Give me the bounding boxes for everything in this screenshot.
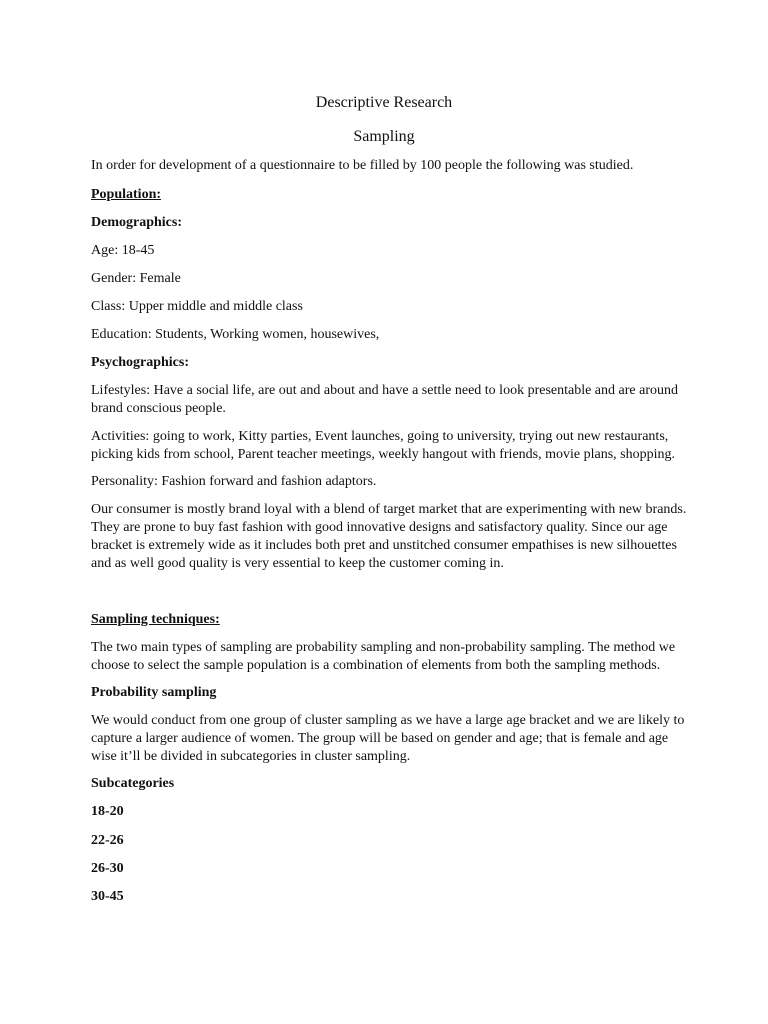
sampling-techniques-heading: Sampling techniques: (91, 612, 220, 627)
probability-paragraph (91, 712, 691, 766)
lifestyles-paragraph (91, 382, 691, 418)
age-text: Age: 18-45 (91, 243, 155, 258)
intro-text: In order for development of a questionnaire to be filled by 100 people the following was studied. (91, 158, 634, 173)
lifestyles-line: Lifestyles: Have a social life, are out and about and have a settle need to look presentable and are around (91, 383, 678, 398)
subcategory-item: 30-45 (91, 889, 124, 904)
consumer-line: and as well good quality is very essential to keep the customer coming in. (91, 556, 504, 571)
subcategory-item: 18-20 (91, 804, 124, 819)
class-text: Class: Upper middle and middle class (91, 299, 303, 314)
psychographics-heading: Psychographics: (91, 355, 189, 370)
document-title: Descriptive Research (315, 94, 453, 111)
probability-line: wise it’ll be divided in subcategories in cluster sampling. (91, 749, 411, 764)
personality-text: Personality: Fashion forward and fashion adaptors. (91, 474, 377, 489)
activities-line: Activities: going to work, Kitty parties, Event launches, going to university, trying out new restaurants, (91, 429, 669, 444)
population-heading: Population: (91, 187, 162, 202)
subcategory-item: 26-30 (91, 861, 124, 876)
subcategory-item: 22-26 (91, 833, 124, 848)
consumer-paragraph (91, 501, 691, 573)
probability-heading: Probability sampling (91, 685, 217, 700)
document-subtitle: Sampling (353, 128, 415, 145)
gender-text: Gender: Female (91, 271, 181, 286)
probability-line: capture a larger audience of women. The group will be based on gender and age; that is female and age (91, 731, 669, 746)
sampling-paragraph (91, 639, 691, 675)
consumer-line: They are prone to buy fast fashion with good innovative designs and satisfactory quality. Since our age (91, 520, 668, 535)
lifestyles-line: brand conscious people. (91, 401, 226, 416)
consumer-line: Our consumer is mostly brand loyal with a blend of target market that are experimenting with new brands. (91, 502, 687, 517)
sampling-line: The two main types of sampling are probability sampling and non-probability sampling. The method we (91, 640, 676, 655)
activities-paragraph (91, 428, 691, 464)
sampling-line: choose to select the sample population is a combination of elements from both the sampling methods. (91, 658, 661, 673)
demographics-heading: Demographics: (91, 215, 182, 230)
probability-line: We would conduct from one group of cluster sampling as we have a large age bracket and we are likely to (91, 713, 685, 728)
subcategories-heading: Subcategories (91, 776, 175, 791)
consumer-line: bracket is extremely wide as it includes both pret and unstitched consumer empathises is new silhouettes (91, 538, 677, 553)
education-text: Education: Students, Working women, housewives, (91, 327, 380, 342)
activities-line: picking kids from school, Parent teacher meetings, weekly hangout with friends, movie plans, shopping. (91, 447, 675, 462)
